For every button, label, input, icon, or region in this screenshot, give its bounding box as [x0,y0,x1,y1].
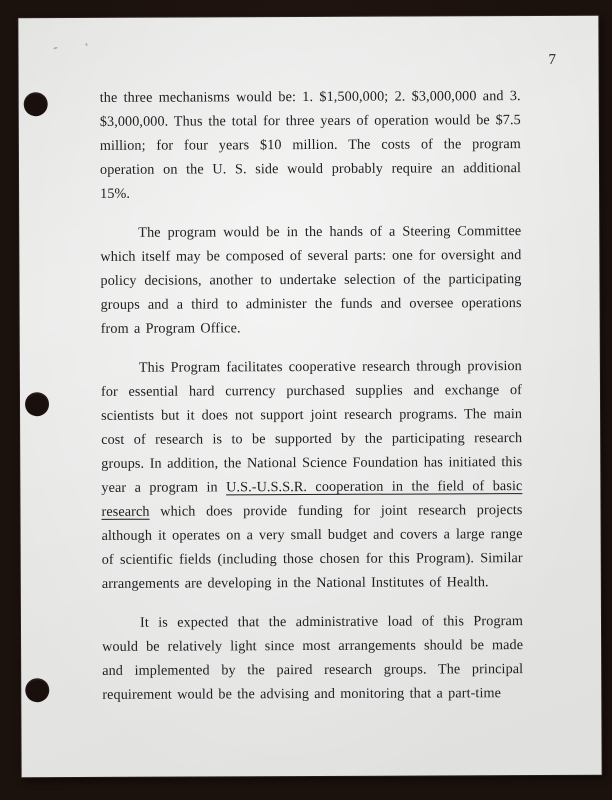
scan-speck [85,43,87,46]
underlined-phrase-us-ussr-cooperation: U.S.-U.S.S.R. cooperation in the field of basic research [101,478,523,520]
paragraph-3-text-after-underline: which does provide funding for joint research projects although it operates on a very small budget and covers a large range of scientific fields (including those chosen for this Program). Similar arrangements are developing in the National Institutes of Health. [101,502,523,592]
paragraph-program-facilitates [101,354,523,596]
page-text [100,84,524,707]
paragraph-steering-committee: The program would be in the hands of a Steering Committee which itself may be composed of several parts: one for oversight and policy decisions, another to undertake selection of the participating groups and a third to administer the funds and oversee operations from a Program Office. [100,223,522,337]
paragraph-mechanisms-cost: the three mechanisms would be: 1. $1,500,000; 2. $3,000,000 and 3. $3,000,000. Thus the total for three years of operation would be $7.5 million; for four years $10 million. The costs of the program operation on the U. S. side would probably require an additional 15%. [99,88,522,202]
page-number: 7 [548,51,557,68]
paragraph-3-text-before-underline: This Program facilitates cooperative research through provision for essential hard currency purchased supplies and exchange of scientists but it does not support joint research programs. The main cost of research is to be supported by the participating research groups. In addition, the National Science Foundation has initiated this year a program in [100,358,523,496]
hole-punch [25,678,49,702]
document-page [18,16,601,778]
paragraph-administrative-load: It is expected that the administrative load of this Program would be relatively light since most arrangements should be made and implemented by the paired research groups. The principal requirement would be the advising and monitoring that a part-time [102,613,524,703]
hole-punch [24,92,48,116]
scan-speck [53,46,57,49]
hole-punch [25,392,49,416]
